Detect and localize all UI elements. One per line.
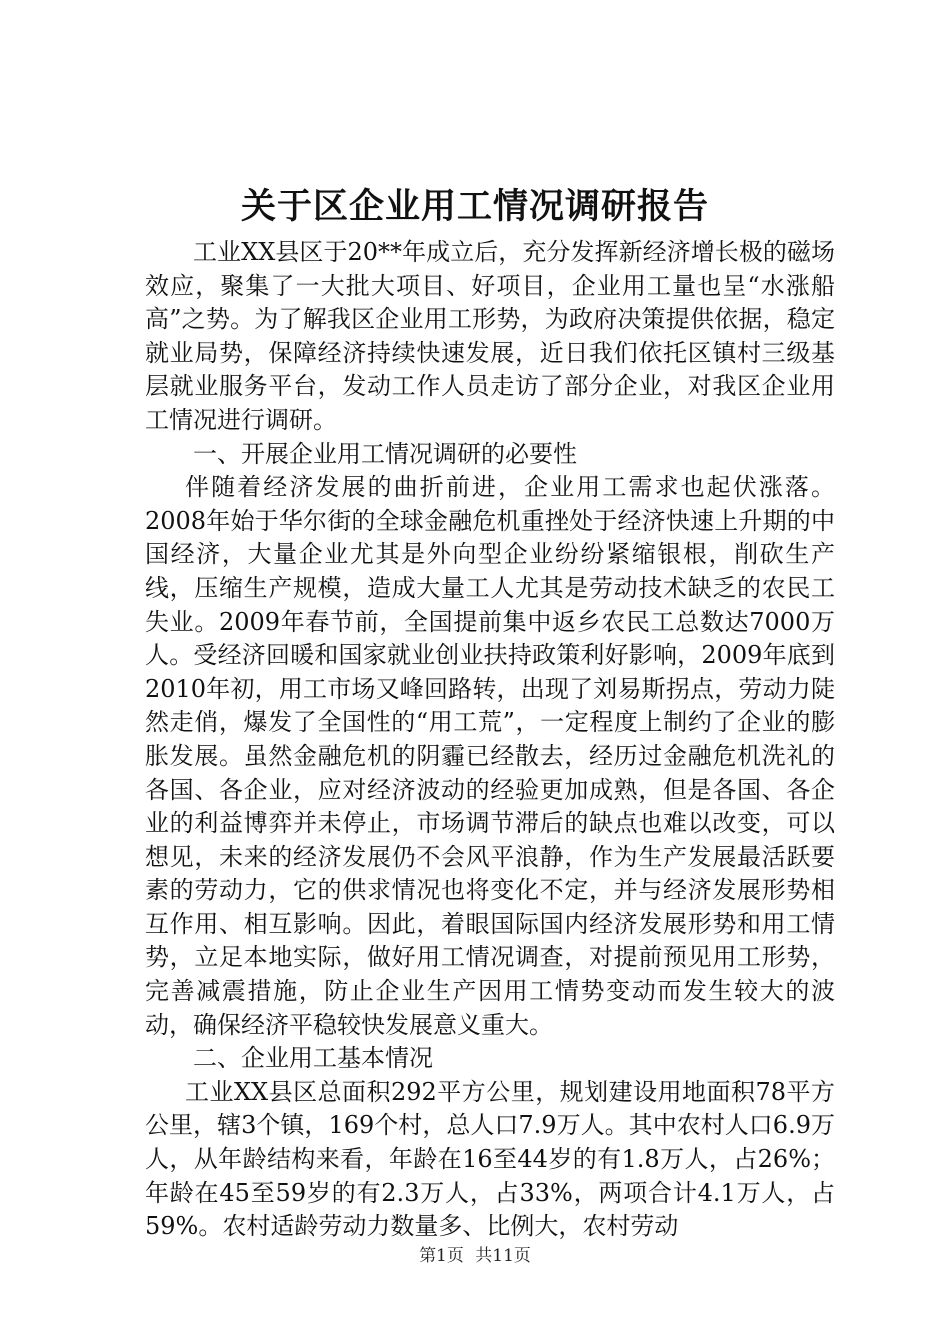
section-heading-1: 一、开展企业用工情况调研的必要性 — [193, 439, 577, 468]
section-heading-2: 二、企业用工基本情况 — [193, 1044, 433, 1073]
paragraph-basic-situation: 工业XX县区总面积292平方公里，规划建设用地面积78平方公里，辖3个镇，169个村，总人口7.9万人。其中农村人口6.9万人，从年龄结构来看，年龄在16至44岁的有1.8万人，占26%；年龄在45至59岁的有2.3万人，占33%，两项合计4.1万人，占59%。农村适龄劳动力数量多、比例大，农村劳动 — [145, 1077, 835, 1241]
page-number: 第1页 — [419, 1246, 464, 1266]
document-body — [145, 236, 835, 1244]
page-footer — [0, 1244, 950, 1268]
paragraph-intro: 工业XX县区于20**年成立后，充分发挥新经济增长极的磁场效应，聚集了一大批大项目、好项目，企业用工量也呈“水涨船高”之势。为了解我区企业用工形势，为政府决策提供依据，稳定就业局势，保障经济持续快速发展，近日我们依托区镇村三级基层就业服务平台，发动工作人员走访了部分企业，对我区企业用工情况进行调研。 — [145, 238, 835, 434]
page-total: 共11页 — [475, 1246, 531, 1266]
document-title: 关于区企业用工情况调研报告 — [240, 186, 709, 227]
paragraph-necessity: 伴随着经济发展的曲折前进，企业用工需求也起伏涨落。2008年始于华尔街的全球金融危机重挫处于经济快速上升期的中国经济，大量企业尤其是外向型企业纷纷紧缩银根，削砍生产线，压缩生产规模，造成大量工人尤其是劳动技术缺乏的农民工失业。2009年春节前，全国提前集中返乡农民工总数达7000万人。受经济回暖和国家就业创业扶持政策利好影响，2009年底到2010年初，用工市场又峰回路转，出现了刘易斯拐点，劳动力陡然走俏，爆发了全国性的“用工荒”，一定程度上制约了企业的膨胀发展。虽然金融危机的阴霾已经散去，经历过金融危机洗礼的各国、各企业，应对经济波动的经验更加成熟，但是各国、各企业的利益博弈并未停止，市场调节滞后的缺点也难以改变，可以想见，未来的经济发展仍不会风平浪静，作为生产发展最活跃要素的劳动力，它的供求情况也将变化不定，并与经济发展形势相互作用、相互影响。因此，着眼国际国内经济发展形势和用工情势，立足本地实际，做好用工情况调查，对提前预见用工形势，完善减震措施，防止企业生产因用工情势变动而发生较大的波动，确保经济平稳较快发展意义重大。 — [145, 473, 835, 1039]
